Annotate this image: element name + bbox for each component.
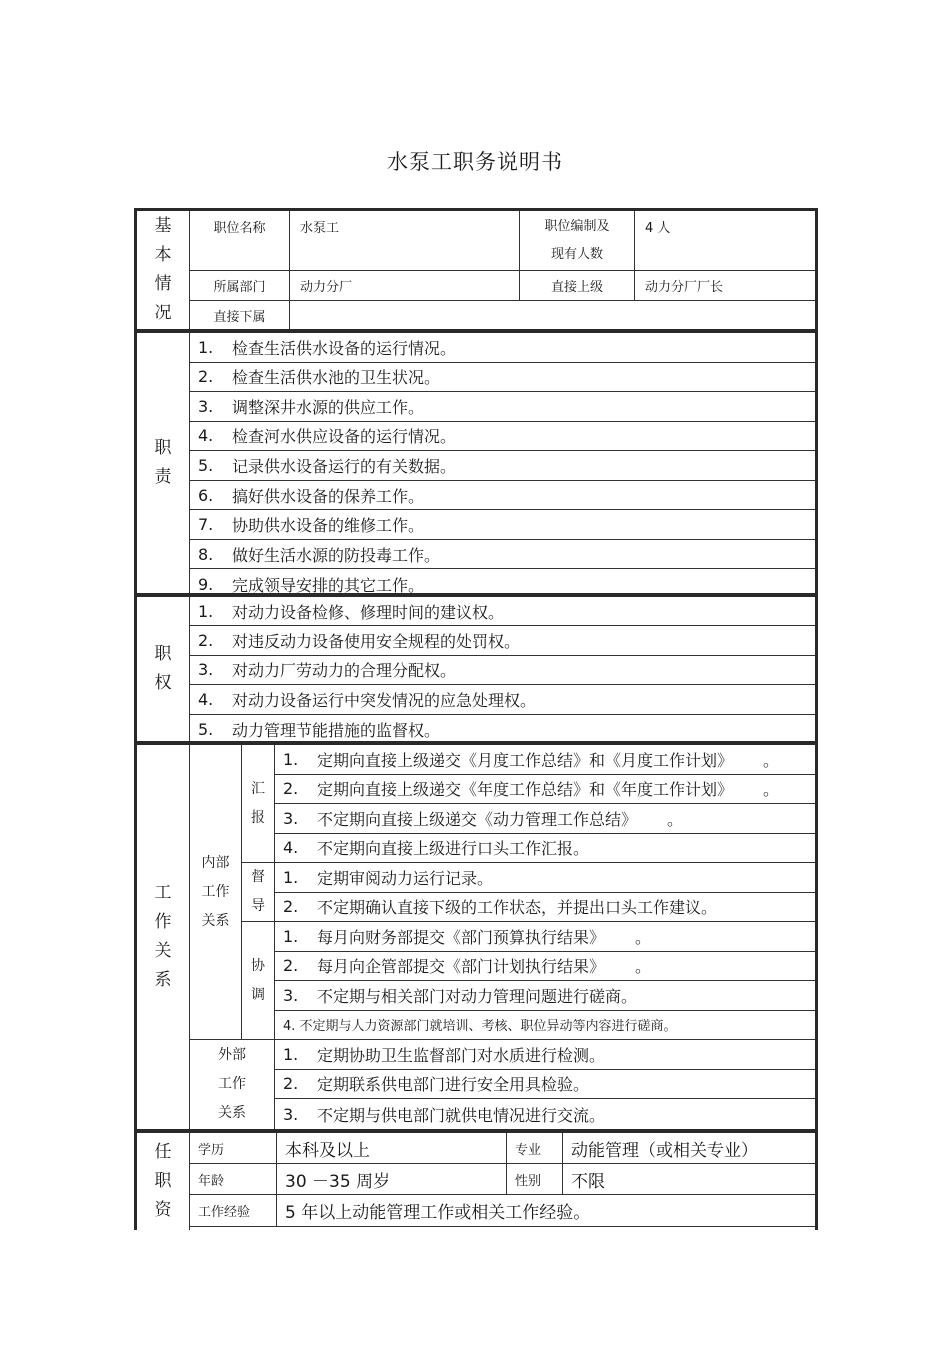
item-text: 不定期与供电部门就供电情况进行交流。	[317, 1105, 606, 1125]
duties-section	[134, 330, 818, 596]
education-value: 本科及以上	[277, 1133, 507, 1164]
duty-item	[190, 540, 815, 570]
department-value: 动力分厂	[290, 271, 520, 301]
authority-section-label: 职权	[137, 597, 190, 741]
supervise-item	[275, 893, 815, 923]
duty-item	[190, 481, 815, 511]
supervise-label: 督导	[242, 863, 275, 922]
item-number: 2.	[198, 631, 214, 651]
page-title: 水泵工职务说明书	[387, 150, 563, 174]
item-text: 对动力设备检修、修理时间的建议权。	[232, 602, 505, 622]
duties-section-label: 职责	[137, 333, 190, 593]
item-number: 4.	[198, 689, 214, 709]
item-number: 1.	[198, 337, 214, 357]
item-number: 2.	[283, 779, 299, 799]
position-name-label: 职位名称	[190, 211, 290, 271]
major-value: 动能管理（或相关专业）	[563, 1133, 815, 1164]
item-text: 4. 不定期与人力资源部门就培训、考核、职位异动等内容进行磋商。	[283, 1019, 677, 1035]
department-label: 所属部门	[190, 271, 290, 301]
coordinate-item	[275, 952, 815, 982]
position-name-value: 水泵工	[290, 211, 520, 271]
report-item	[275, 834, 815, 864]
item-text: 每月向财务部提交《部门预算执行结果》	[317, 927, 606, 947]
item-text: 对违反动力设备使用安全规程的处罚权。	[232, 632, 521, 652]
item-text: 定期向直接上级递交《月度工作总结》和《月度工作计划》	[317, 750, 734, 770]
headcount-label	[520, 211, 635, 271]
external-item	[275, 1070, 815, 1100]
item-number: 6.	[198, 485, 214, 505]
duty-item	[190, 333, 815, 363]
item-number: 8.	[198, 544, 214, 564]
external-label-line2: 工作	[218, 1076, 246, 1092]
item-text: 每月向企管部提交《部门计划执行结果》	[317, 957, 606, 977]
item-number: 9.	[198, 574, 214, 594]
item-text: 不定期向直接上级递交《动力管理工作总结》	[317, 809, 638, 829]
item-number: 3.	[283, 808, 299, 828]
headcount-label-line2: 现有人数	[550, 246, 603, 262]
subordinate-label: 直接下属	[190, 301, 290, 329]
external-item	[275, 1099, 815, 1129]
item-text: 不定期向直接上级进行口头工作汇报。	[317, 839, 590, 859]
report-item	[275, 775, 815, 805]
age-label: 年龄	[190, 1164, 277, 1195]
item-number: 3.	[198, 396, 214, 416]
item-number: 3.	[198, 660, 214, 680]
external-item	[275, 1040, 815, 1070]
coordinate-label: 协调	[242, 922, 275, 1040]
item-tail: 。	[763, 780, 780, 800]
item-tail: 。	[763, 750, 780, 770]
relations-section	[134, 742, 818, 1132]
item-text: 定期向直接上级递交《年度工作总结》和《年度工作计划》	[317, 780, 734, 800]
item-number: 1.	[283, 867, 299, 887]
item-number: 4.	[283, 838, 299, 858]
report-item	[275, 745, 815, 775]
duty-item	[190, 510, 815, 540]
item-tail: 。	[635, 927, 652, 947]
item-text: 协助供水设备的维修工作。	[232, 516, 425, 536]
item-number: 2.	[198, 367, 214, 387]
item-text: 搞好供水设备的保养工作。	[232, 486, 425, 506]
item-number: 3.	[283, 985, 299, 1005]
item-text: 检查生活供水池的卫生状况。	[232, 368, 441, 388]
item-text: 对动力设备运行中突发情况的应急处理权。	[232, 690, 537, 710]
duty-item	[190, 363, 815, 393]
superior-value: 动力分厂厂长	[635, 271, 815, 301]
item-number: 1.	[198, 601, 214, 621]
external-relations-label	[190, 1040, 275, 1129]
report-item	[275, 804, 815, 834]
education-label: 学历	[190, 1133, 277, 1164]
basic-section-label: 基本情况	[137, 211, 190, 329]
item-number: 2.	[283, 897, 299, 917]
authority-item	[190, 656, 815, 685]
item-text: 定期联系供电部门进行安全用具检验。	[317, 1075, 590, 1095]
item-number: 1.	[283, 749, 299, 769]
superior-label: 直接上级	[520, 271, 635, 301]
gender-label: 性别	[507, 1164, 563, 1195]
item-number: 5.	[198, 455, 214, 475]
item-text: 对动力厂劳动力的合理分配权。	[232, 661, 457, 681]
qualification-section	[134, 1130, 818, 1230]
item-text: 调整深井水源的供应工作。	[232, 397, 425, 417]
age-value: 30 －35 周岁	[277, 1164, 507, 1195]
duty-item	[190, 392, 815, 422]
item-number: 4.	[198, 426, 214, 446]
headcount-label-line1: 职位编制及	[544, 218, 610, 234]
item-text: 定期协助卫生监督部门对水质进行检测。	[317, 1045, 606, 1065]
external-label-line1: 外部	[218, 1047, 246, 1063]
item-number: 5.	[198, 719, 214, 739]
item-text: 检查河水供应设备的运行情况。	[232, 427, 457, 447]
coordinate-item	[275, 981, 815, 1011]
internal-relations-label: 内部工作关系	[190, 745, 242, 1040]
authority-item	[190, 597, 815, 626]
coordinate-item	[275, 922, 815, 952]
item-tail: 。	[667, 809, 684, 829]
item-text: 不定期确认直接下级的工作状态，并提出口头工作建议。	[317, 898, 718, 918]
item-tail: 。	[635, 957, 652, 977]
experience-value: 5 年以上动能管理工作或相关工作经验。	[277, 1195, 815, 1227]
authority-item	[190, 715, 815, 744]
item-number: 2.	[283, 956, 299, 976]
item-number: 1.	[283, 926, 299, 946]
coordinate-item	[275, 1011, 815, 1041]
item-number: 3.	[283, 1104, 299, 1124]
duty-item	[190, 451, 815, 481]
major-label: 专业	[507, 1133, 563, 1164]
relations-section-label: 工作关系	[137, 745, 190, 1129]
authority-section	[134, 594, 818, 744]
report-label: 汇报	[242, 745, 275, 863]
authority-item	[190, 685, 815, 714]
gender-value: 不限	[563, 1164, 815, 1195]
qualification-section-label: 任职资	[137, 1133, 190, 1230]
item-text: 定期审阅动力运行记录。	[317, 868, 494, 888]
subordinate-value	[290, 301, 815, 329]
duty-item	[190, 422, 815, 452]
item-text: 检查生活供水设备的运行情况。	[232, 338, 457, 358]
basic-info-section	[134, 208, 818, 332]
authority-item	[190, 626, 815, 655]
external-label-line3: 关系	[218, 1105, 246, 1121]
item-number: 7.	[198, 515, 214, 535]
headcount-value: 4 人	[635, 211, 815, 271]
item-text: 做好生活水源的防投毒工作。	[232, 545, 441, 565]
supervise-item	[275, 863, 815, 893]
item-number: 2.	[283, 1074, 299, 1094]
item-number: 1.	[283, 1044, 299, 1064]
item-text: 动力管理节能措施的监督权。	[232, 720, 441, 740]
item-text: 不定期与相关部门对动力管理问题进行磋商。	[317, 986, 638, 1006]
experience-label: 工作经验	[190, 1195, 277, 1227]
item-text: 记录供水设备运行的有关数据。	[232, 456, 457, 476]
item-text: 完成领导安排的其它工作。	[232, 575, 425, 595]
